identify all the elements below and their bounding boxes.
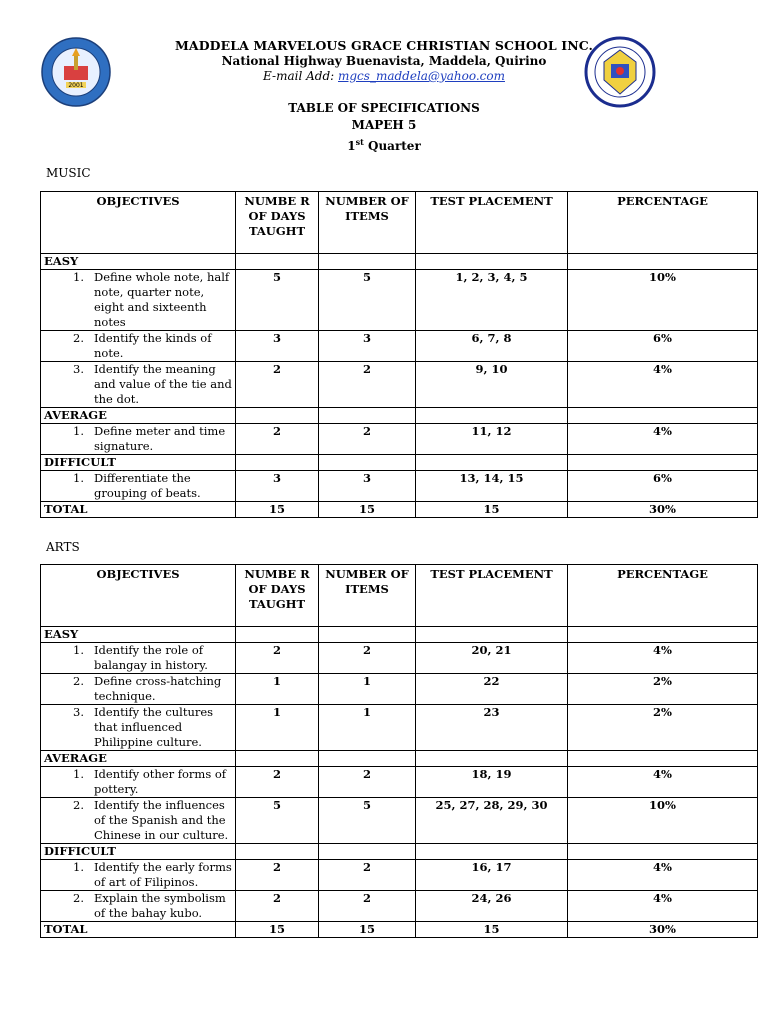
table-row: 1. Define whole note, half note, quarter note, eight and sixteenth notes 5 5 1, 2, 3, 4, 5 10% [41,270,758,331]
level-row-difficult: DIFFICULT [41,844,758,860]
total-row: TOTAL 15 15 15 30% [41,502,758,518]
music-section-label: MUSIC [46,166,91,180]
school-address: National Highway Buenavista, Maddela, Quirino [221,54,547,68]
col-objectives: OBJECTIVES [41,565,236,627]
arts-section-label: ARTS [46,540,80,554]
title-line-1: TABLE OF SPECIFICATIONS [288,101,480,115]
total-row: TOTAL 15 15 15 30% [41,922,758,938]
table-row: 1. Identify other forms of pottery. 2 2 18, 19 4% [41,767,758,798]
level-row-easy: EASY [41,627,758,643]
email-link[interactable]: mgcs_maddela@yahoo.com [338,69,505,83]
level-row-easy: EASY [41,254,758,270]
document-title [0,100,768,155]
email-line [0,69,768,83]
col-number-of-items: NUMBER OF ITEMS [319,192,416,254]
title-quarter: 1st Quarter [347,137,421,153]
col-objectives: OBJECTIVES [41,192,236,254]
table-row: 1. Differentiate the grouping of beats. 3 3 13, 14, 15 6% [41,471,758,502]
table-header-row [41,565,758,627]
col-number-of-items: NUMBER OF ITEMS [319,565,416,627]
table-row: 3. Identify the cultures that influenced Philippine culture. 1 1 23 2% [41,705,758,751]
table-row: 1. Identify the role of balangay in history. 2 2 20, 21 4% [41,643,758,674]
table-row: 1. Define meter and time signature. 2 2 11, 12 4% [41,424,758,455]
logo-year: 2001 [68,82,84,89]
table-row: 2. Explain the symbolism of the bahay kubo. 2 2 24, 26 4% [41,891,758,922]
col-days-taught: NUMBE R OF DAYS TAUGHT [236,565,319,627]
music-table [40,191,758,518]
level-row-average: AVERAGE [41,408,758,424]
level-row-average: AVERAGE [41,751,758,767]
school-name: MADDELA MARVELOUS GRACE CHRISTIAN SCHOOL INC. [174,38,594,53]
level-row-difficult: DIFFICULT [41,455,758,471]
col-test-placement: TEST PLACEMENT [416,192,568,254]
arts-table [40,564,758,938]
col-percentage: PERCENTAGE [568,565,758,627]
table-row: 1. Identify the early forms of art of Filipinos. 2 2 16, 17 4% [41,860,758,891]
col-percentage: PERCENTAGE [568,192,758,254]
col-days-taught: NUMBE R OF DAYS TAUGHT [236,192,319,254]
email-label: E-mail Add: [263,69,335,83]
table-row: 2. Identify the kinds of note. 3 3 6, 7, 8 6% [41,331,758,362]
table-row: 2. Identify the influences of the Spanish and the Chinese in our culture. 5 5 25, 27, 28, 29, 30 10% [41,798,758,844]
table-row: 3. Identify the meaning and value of the tie and the dot. 2 2 9, 10 4% [41,362,758,408]
table-row: 2. Define cross-hatching technique. 1 1 22 2% [41,674,758,705]
table-header-row [41,192,758,254]
col-test-placement: TEST PLACEMENT [416,565,568,627]
title-line-2: MAPEH 5 [351,118,417,132]
